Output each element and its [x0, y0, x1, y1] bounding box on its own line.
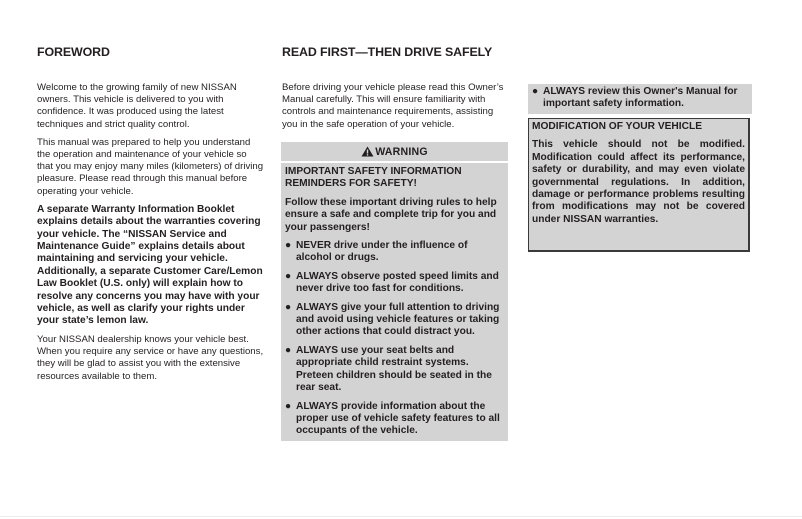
foreword-paragraph: Welcome to the growing family of new NISSAN owners. This vehicle is delivered to you with confidence. It was produced using the latest techniques and strict quality control. — [37, 82, 237, 130]
warning-triangle-icon — [361, 146, 374, 157]
warning-body — [281, 163, 508, 441]
warning-header — [281, 142, 508, 161]
warning-bullet: ● ALWAYS observe posted speed limits and never drive too fast for conditions. — [285, 270, 499, 295]
warranty-paragraph: A separate Warranty Information Booklet explains details about the warranties covering your vehicle. The “NISSAN Service and Maintenance Guide” explains details about maintaining and servicing your vehicle. Additionally, a separate Customer Care/Lemon Law Booklet (U.S. only) will explain how to resolve any concerns you may have with your vehicle, as well as clarify your rights under your state’s lemon law. — [37, 203, 263, 327]
warning-label: WARNING — [375, 145, 428, 158]
warning-continued-box — [528, 84, 752, 114]
modification-text: This vehicle should not be modified. Modification could affect its performance, safety or durability, and may even violate governmental regulations. In addition, damage or performance problems resulting from modifications may not be covered under NISSAN warranties. — [532, 139, 745, 225]
bullet-icon: ● — [285, 301, 292, 313]
page-divider — [0, 516, 802, 517]
modification-box — [528, 118, 750, 252]
foreword-paragraph: Your NISSAN dealership knows your vehicle best. When you require any service or have any questions, they will be glad to assist you with the extensive resources available to them. — [37, 333, 264, 382]
warning-bullet: ● ALWAYS provide information about the proper use of vehicle safety features to all occupants of the vehicle. — [285, 400, 500, 437]
warning-lead: Follow these important driving rules to help ensure a safe and complete trip for you and your passengers! — [285, 196, 497, 233]
bullet-icon: ● — [532, 86, 539, 97]
warning-box — [281, 142, 508, 441]
warning-bullet: ● NEVER drive under the influence of alcohol or drugs. — [285, 240, 468, 264]
bullet-icon: ● — [285, 400, 292, 412]
foreword-column — [37, 82, 265, 389]
bullet-icon: ● — [285, 344, 292, 356]
modification-title: MODIFICATION OF YOUR VEHICLE — [532, 121, 702, 132]
warning-bullet: ● ALWAYS review this Owner's Manual for important safety information. — [532, 86, 738, 110]
warning-bullet: ● ALWAYS give your full attention to driving and avoid using vehicle features or taking other actions that could distract you. — [285, 301, 500, 338]
read-first-intro: Before driving your vehicle please read this Owner’s Manual carefully. This will ensure familiarity with controls and maintenance requirements, assisting you in the safe operation of your vehicle. — [282, 82, 504, 130]
read-first-heading: READ FIRST—THEN DRIVE SAFELY — [282, 45, 493, 60]
foreword-paragraph: This manual was prepared to help you understand the operation and maintenance of your vehicle so that you may enjoy many miles (kilometers) of driving pleasure. Please read through this manual before operating your vehicle. — [37, 136, 264, 197]
warning-bullet: ● ALWAYS use your seat belts and appropriate child restraint systems. Preteen children should be seated in the rear seat. — [285, 344, 492, 394]
warning-title: IMPORTANT SAFETY INFORMATION REMINDERS FOR SAFETY! — [285, 166, 462, 190]
read-first-column — [282, 82, 511, 137]
bullet-icon: ● — [285, 270, 292, 282]
bullet-icon: ● — [285, 240, 292, 252]
foreword-heading: FOREWORD — [37, 45, 110, 60]
